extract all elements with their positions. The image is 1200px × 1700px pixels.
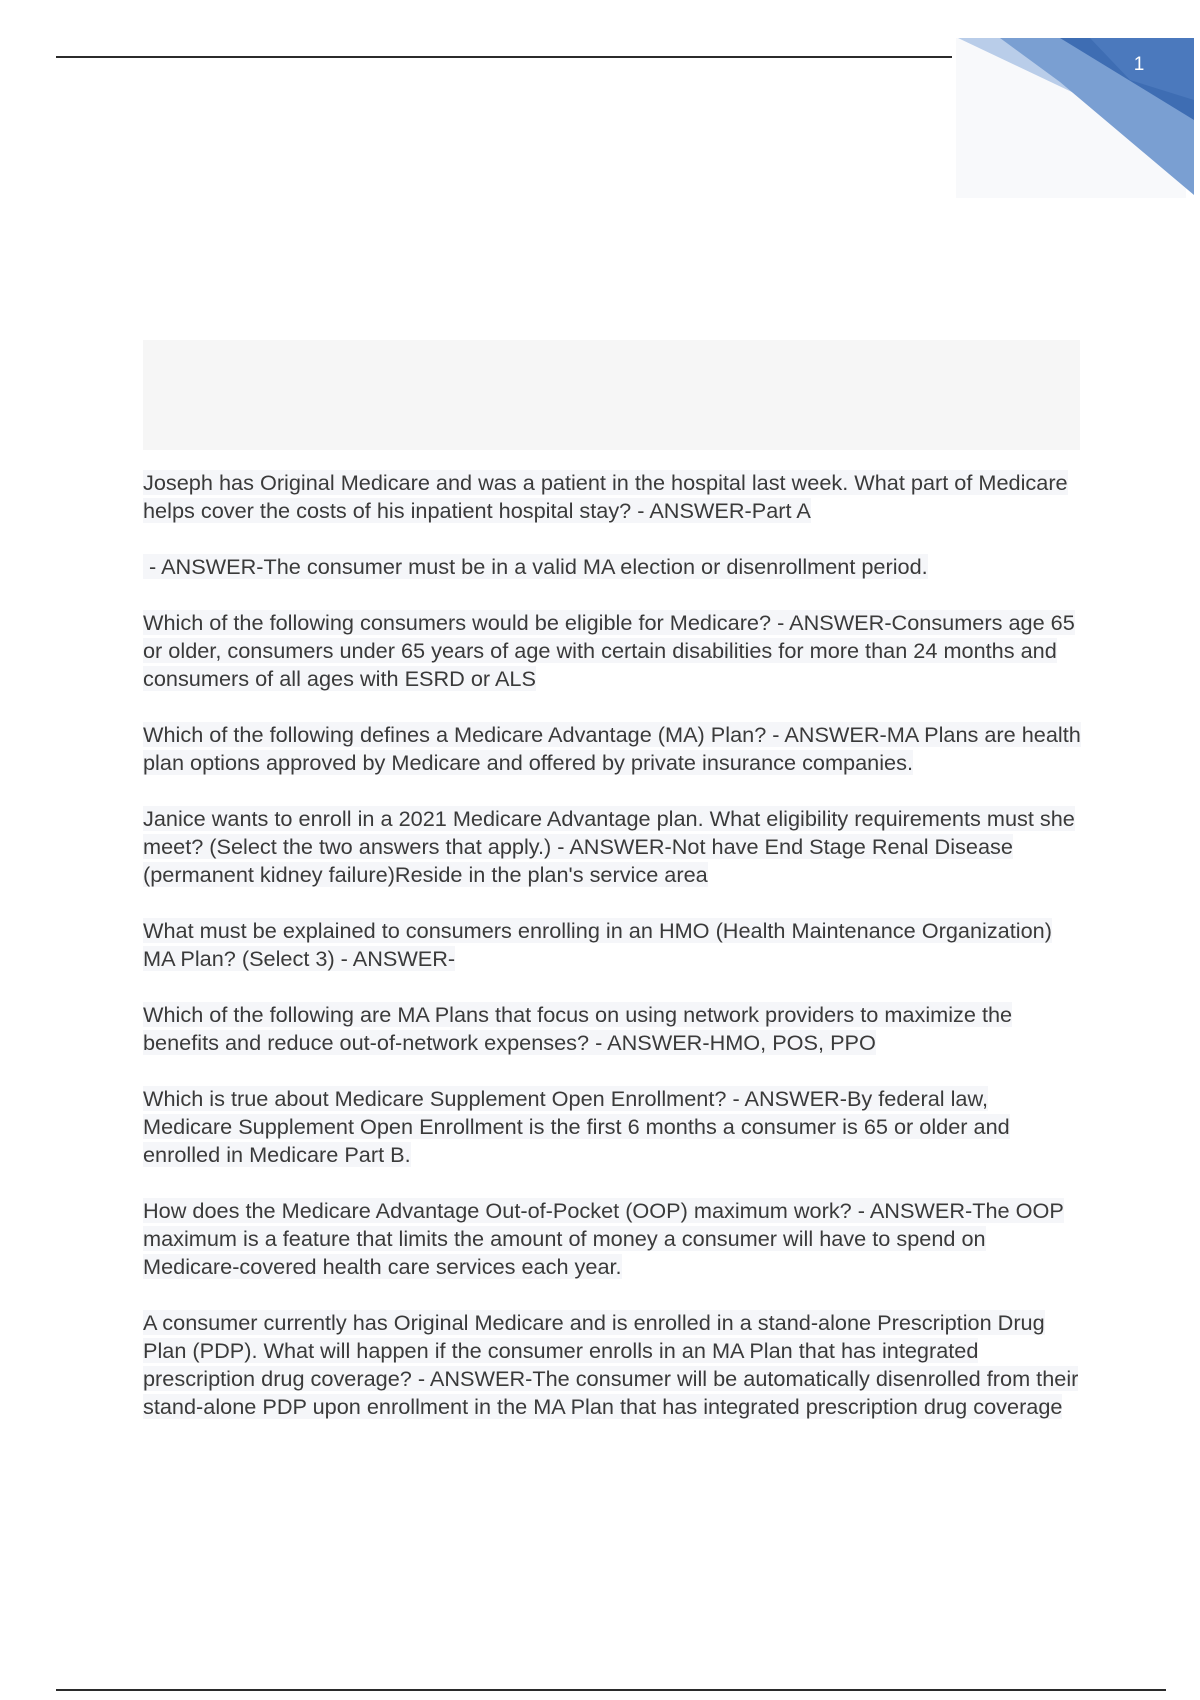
qa-item (143, 469, 1083, 525)
qa-item (143, 917, 1083, 973)
qa-item-text: Which of the following defines a Medicare Advantage (MA) Plan? - ANSWER-MA Plans are health plan options approved by Medicare and offered by private insurance companies. (143, 722, 1081, 775)
qa-item-text: What must be explained to consumers enrolling in an HMO (Health Maintenance Organization) MA Plan? (Select 3) - ANSWER- (143, 918, 1052, 971)
qa-item (143, 609, 1083, 693)
qa-list (143, 469, 1083, 1449)
qa-item (143, 721, 1083, 777)
qa-item-text: Which of the following are MA Plans that focus on using network providers to maximize the benefits and reduce out-of-network expenses? - ANSWER-HMO, POS, PPO (143, 1002, 1013, 1055)
qa-item-text: How does the Medicare Advantage Out-of-Pocket (OOP) maximum work? - ANSWER-The OOP maximum is a feature that limits the amount of money a consumer will have to spend on Medicare-covered health care services each year. (143, 1198, 1064, 1279)
qa-item (143, 1309, 1083, 1421)
corner-decoration (0, 0, 1200, 200)
blank-banner (143, 340, 1080, 450)
qa-item-text: Joseph has Original Medicare and was a patient in the hospital last week. What part of Medicare helps cover the costs of his inpatient hospital stay? - ANSWER-Part A (143, 470, 1068, 523)
page-number: 1 (1133, 54, 1145, 75)
qa-item (143, 1001, 1083, 1057)
qa-item-text: A consumer currently has Original Medicare and is enrolled in a stand-alone Prescription Drug Plan (PDP). What will happen if the consumer enrolls in an MA Plan that has integrated prescription drug coverage? - ANSWER-The consumer will be automatically disenrolled from their stand-alone PDP upon enrollment in the MA Plan that has integrated prescription drug coverage (143, 1310, 1079, 1419)
qa-item (143, 1197, 1083, 1281)
qa-item-text: Which is true about Medicare Supplement Open Enrollment? - ANSWER-By federal law, Medicare Supplement Open Enrollment is the first 6 months a consumer is 65 or older and enrolled in Medicare Part B. (143, 1086, 1010, 1167)
qa-item-text: - ANSWER-The consumer must be in a valid MA election or disenrollment period. (143, 554, 928, 579)
qa-item-text: Janice wants to enroll in a 2021 Medicare Advantage plan. What eligibility requirements must she meet? (Select the two answers that apply.) - ANSWER-Not have End Stage Renal Disease (permanent kidney failure)Reside in the plan's service area (143, 806, 1075, 887)
qa-item (143, 1085, 1083, 1169)
qa-item-text: Which of the following consumers would be eligible for Medicare? - ANSWER-Consumers age 65 or older, consumers under 65 years of age with certain disabilities for more than 24 months and consumers of all ages with ESRD or ALS (143, 610, 1075, 691)
qa-item (143, 553, 1083, 581)
footer-rule (56, 1689, 1166, 1691)
qa-item (143, 805, 1083, 889)
